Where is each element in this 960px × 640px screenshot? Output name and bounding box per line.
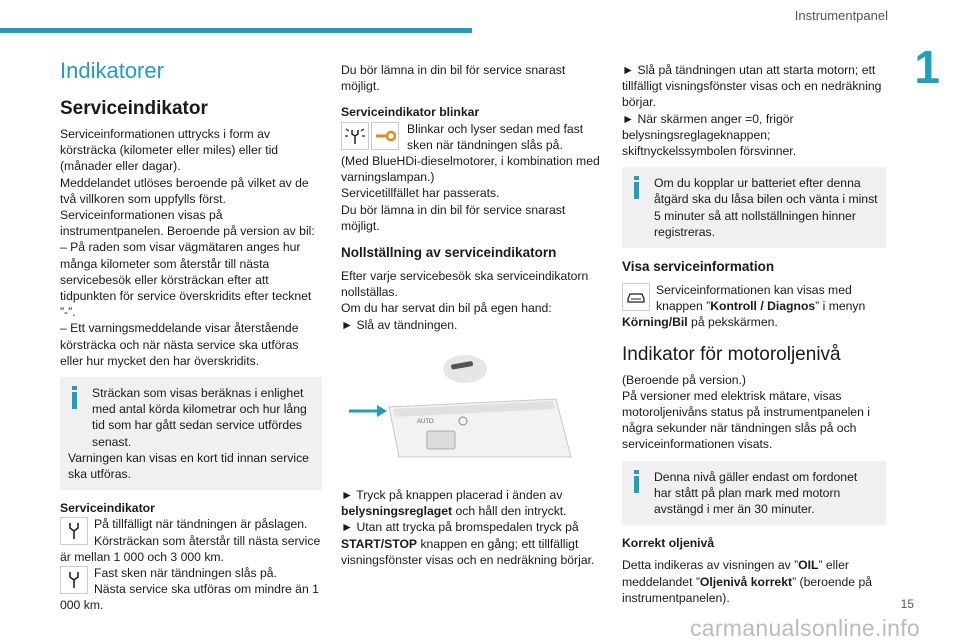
- paragraph: ► Slå på tändningen utan att starta motorn; ett tillfälligt visningsfönster visas och en nedräkning börjar.: [622, 63, 882, 110]
- paragraph: Efter varje servicebesök ska serviceindikatorn nollställas.: [341, 269, 589, 300]
- orange-wrench-icon: [371, 122, 399, 150]
- column-1: [60, 58, 322, 614]
- info-icon: [72, 386, 77, 410]
- paragraph: Blinkar och lyser sedan med fast sken när tändningen slås på.: [407, 121, 584, 152]
- wrench-icon: [60, 566, 88, 594]
- car-icon: [622, 283, 650, 311]
- chapter-number: 1: [914, 41, 940, 93]
- lighting-stalk-illustration: [341, 349, 603, 469]
- info-note: [622, 167, 886, 248]
- icon-row: [341, 121, 603, 153]
- icon-row: [622, 282, 886, 331]
- column-2: [341, 62, 603, 568]
- header-accent-bar: [0, 28, 472, 33]
- paragraph: Serviceinformationen visas på instrumentpanelen. Beroende på version av bil:: [60, 208, 315, 239]
- page-number: 15: [900, 596, 914, 611]
- info-note: [60, 377, 322, 490]
- note-text: Sträckan som visas beräknas i enlighet med antal körda kilometrar och hur lång tid som har gått sedan service utfördes senast.: [92, 386, 307, 449]
- icon-row: [60, 565, 322, 614]
- wrench-icon: [60, 517, 88, 545]
- paragraph: Om du har servat din bil på egen hand:: [341, 301, 552, 316]
- icon-row: [60, 516, 322, 565]
- note-text: Om du kopplar ur batteriet efter denna åtgärd ska du låsa bilen och vänta i minst 5 minuter så att nollställningen hinner registreras.: [654, 176, 878, 239]
- info-note: [622, 461, 886, 526]
- paragraph: Nästa service ska utföras om mindre än 1 000 km.: [60, 582, 319, 613]
- section-title: Indikatorer: [60, 58, 164, 83]
- heading-serviceindikator: Serviceindikator: [60, 98, 208, 119]
- paragraph: Fast sken när tändningen slås på.: [94, 566, 277, 581]
- paragraph: ► Utan att trycka på bromspedalen tryck på START/STOP knappen en gång; ett tillfälligt visningsfönster visas och en nedräkning börjar.: [341, 520, 595, 567]
- auto-label: AUTO: [417, 418, 434, 425]
- paragraph: Du bör lämna in din bil för service snarast möjligt.: [341, 63, 566, 94]
- paragraph: Du bör lämna in din bil för service snarast möjligt.: [341, 202, 566, 233]
- paragraph: Detta indikeras av visningen av ”OIL” eller meddelandet ”Oljenivå korrekt” (beroende på instrumentpanelen).: [622, 558, 873, 605]
- paragraph: (Beroende på version.): [622, 372, 746, 387]
- paragraph: Körsträckan som återstår till nästa service är mellan 1 000 och 3 000 km.: [60, 533, 321, 564]
- subheading: Serviceindikator blinkar: [341, 105, 480, 120]
- icon-pair: [341, 122, 401, 150]
- paragraph: ► Tryck på knappen placerad i änden av belysningsreglaget och håll den intryckt.: [341, 488, 567, 519]
- note-text: Denna nivå gäller endast om fordonet har stått på plan mark med motorn avstängd i mer än 30 minuter.: [654, 469, 858, 517]
- info-icon: [634, 470, 639, 494]
- paragraph: På tillfälligt när tändningen är påslagen.: [94, 517, 308, 532]
- subheading: Korrekt oljenivå: [622, 536, 715, 551]
- paragraph: Meddelandet utlöses beroende på vilket av de två villkoren som uppfylls först.: [60, 175, 309, 206]
- paragraph: (Med BlueHDi-dieselmotorer, i kombination med varningslampan.): [341, 154, 600, 185]
- watermark: carmanualsonline.info: [689, 614, 920, 640]
- heading-visa: Visa serviceinformation: [622, 259, 775, 275]
- paragraph: ► När skärmen anger =0, frigör belysningsreglageknappen; skiftnyckelssymbolen försvinner.: [622, 111, 797, 159]
- heading-oil-level: Indikator för motoroljenivå: [622, 343, 841, 365]
- info-icon: [634, 176, 639, 200]
- paragraph: På versioner med elektrisk mätare, visas motoroljenivåns status på instrumentpanelen i några sekunder när tändningen slås på och serviceinformationen visats.: [622, 388, 870, 452]
- paragraph: – Ett varningsmeddelande visar återstående körsträcka och när nästa service ska utföras eller hur mycket den har överskridits.: [60, 321, 299, 368]
- paragraph: ► Slå av tändningen.: [341, 317, 458, 332]
- note-text: Varningen kan visas en kort tid innan service ska utföras.: [68, 450, 309, 482]
- paragraph: Servicetillfället har passerats.: [341, 186, 500, 201]
- flashing-wrench-icon: [341, 122, 369, 150]
- heading-reset: Nollställning av serviceindikatorn: [341, 245, 557, 261]
- paragraph: Serviceinformationen kan visas med knappen ”Kontroll / Diagnos” i menyn Körning/Bil på pekskärmen.: [622, 283, 866, 330]
- column-3: [622, 62, 886, 606]
- paragraph: Serviceinformationen uttrycks i form av körsträcka (kilometer eller miles) eller tid (månader eller dagar).: [60, 127, 279, 174]
- paragraph: – På raden som visar vägmätaren anges hur många kilometer som återstår till nästa servicebesök eller körsträckan efter att tidpunkten för service överskridits efter tecknet ”-”.: [60, 240, 312, 320]
- header-title: Instrumentpanel: [794, 8, 888, 23]
- subheading: Serviceindikator: [60, 501, 155, 516]
